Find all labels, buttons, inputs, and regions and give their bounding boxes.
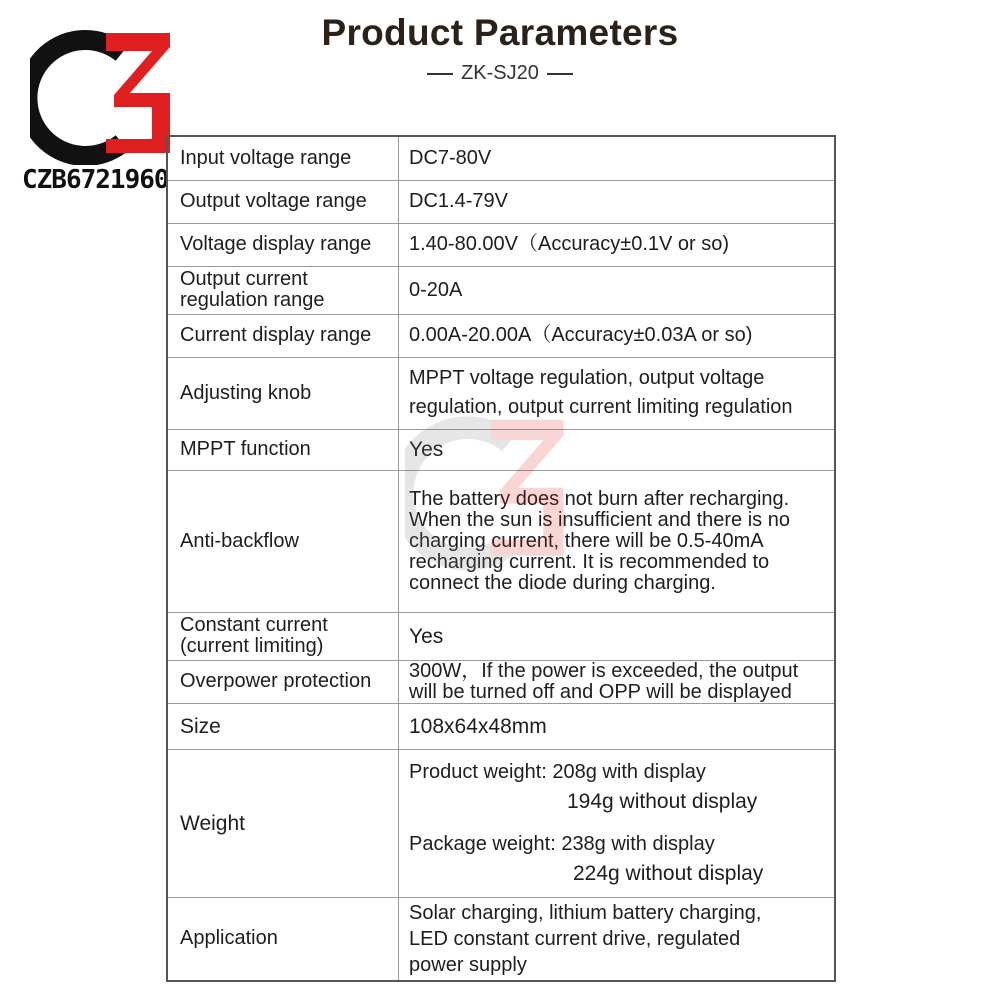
table-row xyxy=(167,136,835,180)
row-label-line: Constant current xyxy=(180,614,328,636)
row-label xyxy=(167,612,399,660)
row-label: Current display range xyxy=(167,314,399,357)
watermark-text: CZB6721960 xyxy=(22,165,169,195)
package-weight-line: Package weight: 238g with display xyxy=(409,833,715,855)
row-label: Size xyxy=(167,703,399,749)
table-row xyxy=(167,749,835,897)
row-value: DC1.4-79V xyxy=(399,180,836,223)
row-value-line: LED constant current drive, regulated xyxy=(409,927,741,950)
row-value: Yes xyxy=(399,612,836,660)
table-row xyxy=(167,223,835,266)
row-value-line: regulation, output current limiting regulation xyxy=(409,396,793,418)
table-row xyxy=(167,703,835,749)
page-title: Product Parameters xyxy=(321,12,679,53)
table-row xyxy=(167,470,835,612)
row-value-line: recharging current. It is recommended to xyxy=(409,550,770,573)
row-value-line: 300W，If the power is exceeded, the output xyxy=(409,659,799,682)
row-value: 0.00A-20.00A（Accuracy±0.03A or so) xyxy=(399,314,836,357)
row-value xyxy=(399,749,836,897)
product-weight-line: 194g without display xyxy=(567,790,758,813)
row-value: 0-20A xyxy=(399,266,836,314)
row-label: Adjusting knob xyxy=(167,357,399,429)
row-label xyxy=(167,266,399,314)
table-row xyxy=(167,266,835,314)
table-row xyxy=(167,429,835,470)
row-label: MPPT function xyxy=(167,429,399,470)
table-row xyxy=(167,180,835,223)
table-row xyxy=(167,897,835,981)
row-value: 1.40-80.00V（Accuracy±0.1V or so) xyxy=(399,223,836,266)
weight-spacer xyxy=(409,812,822,834)
row-label-line: regulation range xyxy=(180,289,325,311)
subtitle-dash-right xyxy=(547,73,573,75)
table-row xyxy=(167,660,835,703)
table-row xyxy=(167,357,835,429)
row-value xyxy=(399,357,836,429)
package-weight-line: 224g without display xyxy=(573,862,764,885)
row-value-line: connect the diode during charging. xyxy=(409,571,716,594)
row-value xyxy=(399,660,836,703)
model-name: ZK-SJ20 xyxy=(461,62,539,84)
row-label: Overpower protection xyxy=(167,660,399,703)
row-value-line: power supply xyxy=(409,953,527,976)
row-label-line: (current limiting) xyxy=(180,635,324,657)
table-row xyxy=(167,612,835,660)
row-label: Application xyxy=(167,897,399,981)
row-value-line: charging current, there will be 0.5-40mA xyxy=(409,529,764,552)
row-label: Anti-backflow xyxy=(167,470,399,612)
row-label: Voltage display range xyxy=(167,223,399,266)
row-value-line: When the sun is insufficient and there is no xyxy=(409,508,790,531)
row-label: Input voltage range xyxy=(167,136,399,180)
row-label-line: Output current xyxy=(180,268,308,290)
row-value-line: The battery does not burn after recharging. xyxy=(409,487,790,510)
row-value xyxy=(399,897,836,981)
row-value: Yes xyxy=(399,429,836,470)
table-row xyxy=(167,314,835,357)
row-value-line: Solar charging, lithium battery charging, xyxy=(409,901,762,924)
row-value: 108x64x48mm xyxy=(399,703,836,749)
row-label: Output voltage range xyxy=(167,180,399,223)
row-value-line: will be turned off and OPP will be displayed xyxy=(409,680,792,703)
row-value xyxy=(399,470,836,612)
row-value-line: MPPT voltage regulation, output voltage xyxy=(409,367,765,389)
row-label: Weight xyxy=(167,749,399,897)
row-value: DC7-80V xyxy=(399,136,836,180)
product-weight-line: Product weight: 208g with display xyxy=(409,761,706,783)
subtitle-dash-left xyxy=(427,73,453,75)
parameters-table xyxy=(166,135,836,982)
page-subtitle xyxy=(0,62,1000,85)
